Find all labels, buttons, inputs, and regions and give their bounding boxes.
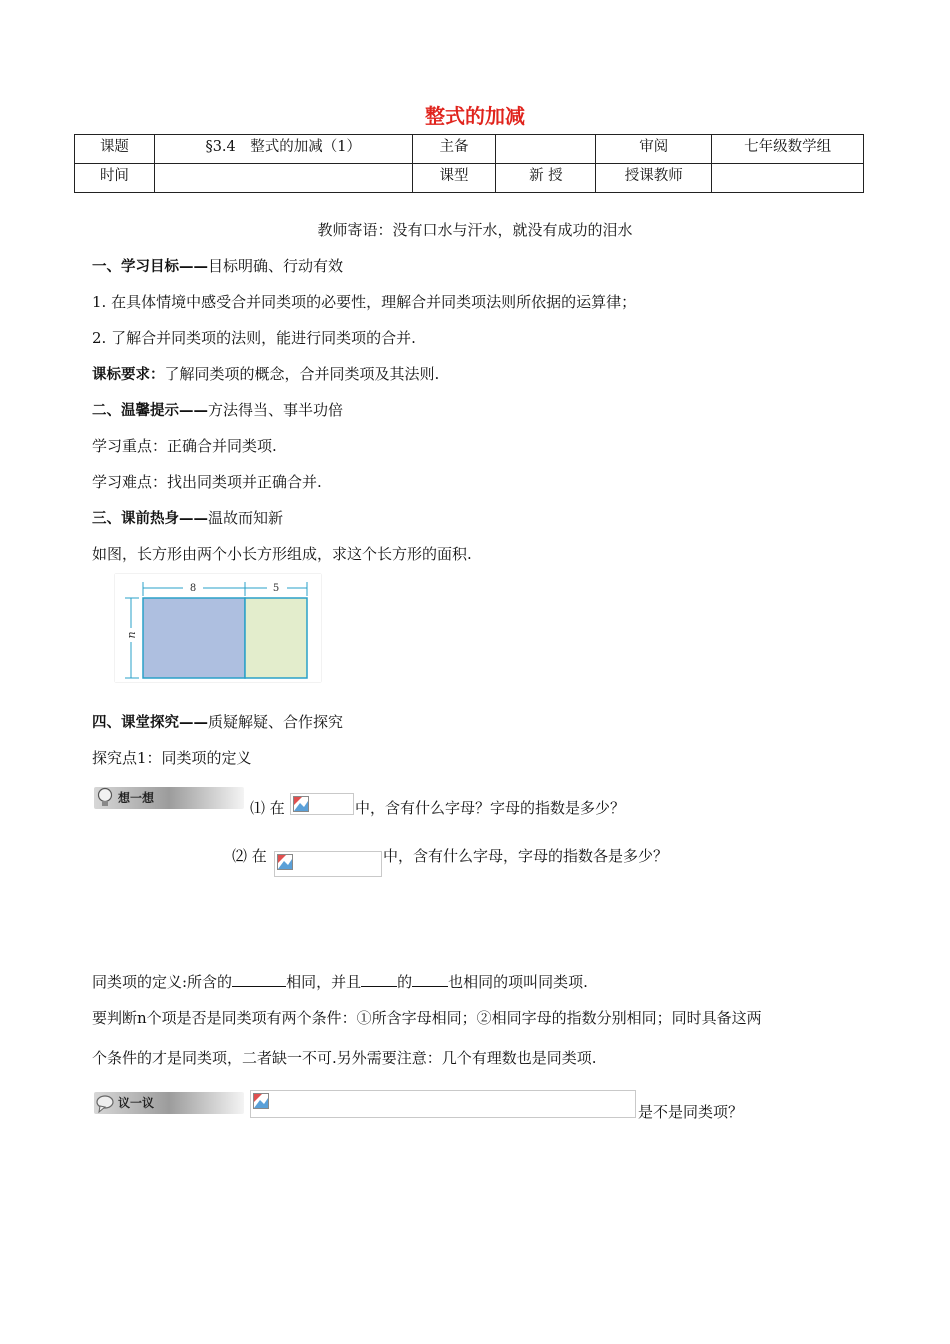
lesson-info-table <box>74 134 864 193</box>
green-rectangle <box>245 598 307 678</box>
section-heading-bold: 二、温馨提示—— <box>92 403 208 419</box>
table-cell <box>712 164 864 193</box>
blue-rectangle <box>143 598 245 678</box>
judge-rule-line-2: 个条件的才是同类项，二者缺一不可.另外需要注意：几个有理数也是同类项. <box>92 1049 597 1067</box>
section-heading-bold: 四、课堂探究—— <box>92 715 208 731</box>
table-cell: 新 授 <box>496 164 596 193</box>
broken-image-icon <box>293 796 309 812</box>
height-label: n <box>125 631 138 639</box>
broken-image-icon <box>277 854 293 870</box>
standard-requirement <box>92 363 439 384</box>
section-heading-bold: 三、课前热身—— <box>92 511 208 527</box>
like-terms-definition <box>92 971 588 992</box>
table-cell: 时间 <box>75 164 155 193</box>
blank-field[interactable] <box>232 972 286 987</box>
rectangle-figure <box>115 574 321 682</box>
explore-point-1: 探究点1：同类项的定义 <box>92 749 252 767</box>
width-label-1: 8 <box>189 583 197 594</box>
definition-part: 的 <box>397 973 413 991</box>
requirement-label: 课标要求： <box>92 367 165 383</box>
blank-field[interactable] <box>412 972 448 987</box>
learning-difficulty: 学习难点：找出同类项并正确合并. <box>92 473 322 491</box>
think-question-1-prefix: ⑴ 在 <box>250 799 285 817</box>
discuss-banner-label: 议一议 <box>118 1096 155 1110</box>
width-label-2: 5 <box>272 583 280 594</box>
section-heading-tail: 方法得当、事半功倍 <box>208 401 344 419</box>
formula-image-2 <box>274 851 382 877</box>
discussion-icon <box>96 1093 116 1113</box>
think-banner <box>94 787 244 809</box>
section-3-heading <box>92 507 283 528</box>
table-row <box>75 164 864 193</box>
table-cell: 授课教师 <box>596 164 712 193</box>
formula-image-1 <box>290 793 354 815</box>
table-cell: 审阅 <box>596 135 712 164</box>
section-heading-tail: 目标明确、行动有效 <box>208 257 344 275</box>
table-cell <box>154 164 412 193</box>
discuss-banner <box>94 1092 244 1114</box>
section-heading-tail: 温故而知新 <box>208 509 284 527</box>
warmup-question: 如图，长方形由两个小长方形组成，求这个长方形的面积. <box>92 545 472 563</box>
definition-part: 同类项的定义:所含的 <box>92 973 233 991</box>
table-cell <box>496 135 596 164</box>
formula-image-3 <box>250 1090 636 1118</box>
blank-field[interactable] <box>361 972 397 987</box>
page-title: 整式的加减 <box>425 104 525 128</box>
learning-focus: 学习重点：正确合并同类项. <box>92 437 277 455</box>
table-cell: 课型 <box>412 164 496 193</box>
requirement-text: 了解同类项的概念，合并同类项及其法则. <box>164 365 440 383</box>
section-4-heading <box>92 711 343 732</box>
table-row <box>75 135 864 164</box>
definition-part: 相同，并且 <box>286 973 362 991</box>
discuss-question: 是不是同类项？ <box>638 1103 744 1121</box>
section-heading-bold: 一、学习目标—— <box>92 259 208 275</box>
section-heading-tail: 质疑解疑、合作探究 <box>208 713 344 731</box>
definition-part: 也相同的项叫同类项. <box>448 973 588 991</box>
broken-image-icon <box>253 1093 269 1109</box>
teacher-motto: 教师寄语：没有口水与汗水，就没有成功的泪水 <box>317 221 633 239</box>
table-cell: 课题 <box>75 135 155 164</box>
section-2-heading <box>92 399 343 420</box>
goal-2: 2. 了解合并同类项的法则，能进行同类项的合并. <box>92 329 416 347</box>
think-banner-label: 想一想 <box>118 791 155 805</box>
table-cell: 主备 <box>412 135 496 164</box>
goal-1: 1. 在具体情境中感受合并同类项的必要性，理解合并同类项法则所依据的运算律； <box>92 293 637 311</box>
table-cell: 七年级数学组 <box>712 135 864 164</box>
section-1-heading <box>92 255 343 276</box>
think-question-2-prefix: ⑵ 在 <box>232 847 267 865</box>
think-question-1-text: 中，含有什么字母？字母的指数是多少？ <box>355 799 626 817</box>
table-cell: §3.4 整式的加减（1） <box>154 135 412 164</box>
lightbulb-icon <box>96 787 114 809</box>
judge-rule-line-1: 要判断n个项是否是同类项有两个条件：①所含字母相同；②相同字母的指数分别相同；同时具备这两 <box>92 1009 762 1027</box>
think-question-2-text: 中，含有什么字母，字母的指数各是多少？ <box>383 847 669 865</box>
